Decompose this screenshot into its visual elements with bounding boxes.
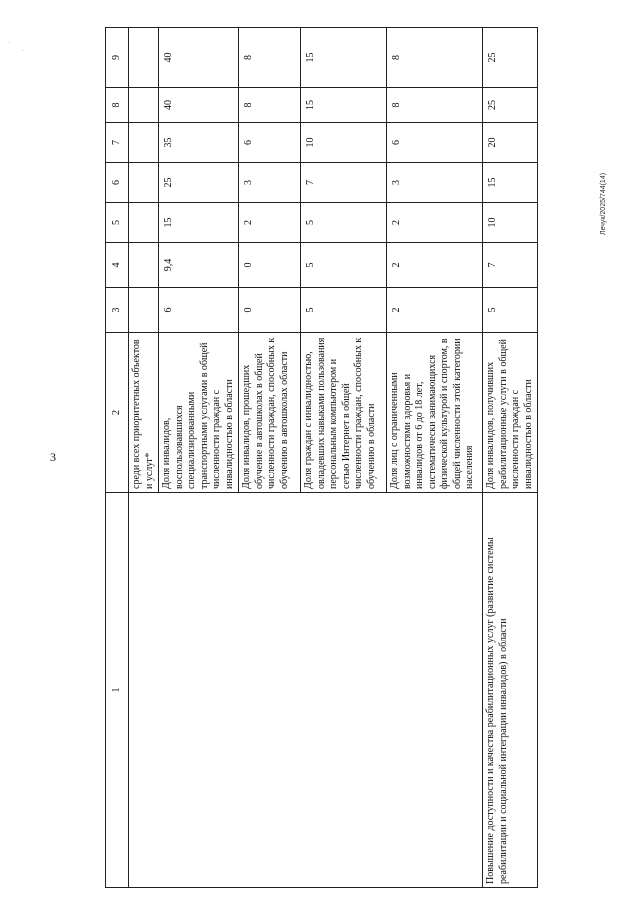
column-header: 5: [106, 203, 129, 243]
indicator-cell: Доля лиц с ограниченными возможностями здоровья и инвалидов от 6 до 18 лет, систематически занимающихся физической культурой и спортом, в общей численности этой категории населения: [387, 333, 483, 493]
column-header: 3: [106, 288, 129, 333]
scan-dot: ·: [8, 40, 10, 46]
value-cell: 2: [239, 203, 301, 243]
value-cell: [129, 288, 159, 333]
value-cell: [129, 163, 159, 203]
column-header: 7: [106, 123, 129, 163]
value-cell: 8: [239, 28, 301, 88]
table-row: [129, 28, 159, 888]
value-cell: 25: [483, 88, 538, 123]
section-cell: Повышение доступности и качества реабилитационных услуг (развитие системы реабилитации и социальной интеграции инвалидов) в области: [483, 493, 538, 888]
value-cell: 5: [301, 203, 387, 243]
value-cell: 5: [301, 243, 387, 288]
column-header: 9: [106, 28, 129, 88]
value-cell: 10: [301, 123, 387, 163]
value-cell: 0: [239, 243, 301, 288]
value-cell: 25: [483, 28, 538, 88]
table-header-row: [106, 28, 129, 888]
value-cell: 8: [387, 88, 483, 123]
value-cell: 8: [387, 28, 483, 88]
value-cell: 2: [387, 288, 483, 333]
value-cell: [129, 28, 159, 88]
column-header: 6: [106, 163, 129, 203]
value-cell: 10: [483, 203, 538, 243]
value-cell: 15: [483, 163, 538, 203]
value-cell: [129, 243, 159, 288]
value-cell: [129, 203, 159, 243]
value-cell: 6: [387, 123, 483, 163]
document-code: [600, 173, 607, 235]
value-cell: 20: [483, 123, 538, 163]
value-cell: 6: [159, 288, 239, 333]
indicator-cell: Доля инвалидов, воспользовавшихся специализированными транспортными услугами в общей численности граждан с инвалидностью в области: [159, 333, 239, 493]
value-cell: 3: [387, 163, 483, 203]
value-cell: 3: [239, 163, 301, 203]
value-cell: 5: [301, 288, 387, 333]
value-cell: 8: [239, 88, 301, 123]
column-header: 4: [106, 243, 129, 288]
value-cell: [129, 88, 159, 123]
value-cell: 6: [239, 123, 301, 163]
section-cell: [129, 493, 483, 888]
value-cell: 7: [301, 163, 387, 203]
table-row: [483, 28, 538, 888]
value-cell: 0: [239, 288, 301, 333]
value-cell: 25: [159, 163, 239, 203]
indicator-cell: Доля граждан с инвалидностью, овладевших навыками пользования персональным компьютером и сетью Интернет в общей численности граждан, способных к обучению в области: [301, 333, 387, 493]
indicator-cell: Доля инвалидов, прошедших обучение в автошколах в общей численности граждан, способных к обучению в автошколах области: [239, 333, 301, 493]
page-number: 3: [50, 450, 56, 464]
value-cell: 15: [301, 88, 387, 123]
indicators-table: [105, 27, 538, 888]
rotated-table-wrapper: [105, 28, 534, 888]
indicator-cell: Доля инвалидов, получивших реабилитационные услуги в общей численности граждан с инвалидностью в области: [483, 333, 538, 493]
value-cell: 9,4: [159, 243, 239, 288]
value-cell: 5: [483, 288, 538, 333]
value-cell: 40: [159, 88, 239, 123]
value-cell: [129, 123, 159, 163]
value-cell: 15: [301, 28, 387, 88]
column-header: 2: [106, 333, 129, 493]
document-code-text: Лечук/2025/744(14): [600, 172, 607, 235]
indicator-cell: среди всех приоритетных объектов и услуг*: [129, 333, 159, 493]
value-cell: 15: [159, 203, 239, 243]
value-cell: 2: [387, 203, 483, 243]
column-header: 8: [106, 88, 129, 123]
value-cell: 35: [159, 123, 239, 163]
value-cell: 40: [159, 28, 239, 88]
value-cell: 7: [483, 243, 538, 288]
column-header: 1: [106, 493, 129, 888]
value-cell: 2: [387, 243, 483, 288]
scan-dot: ·: [22, 48, 24, 54]
